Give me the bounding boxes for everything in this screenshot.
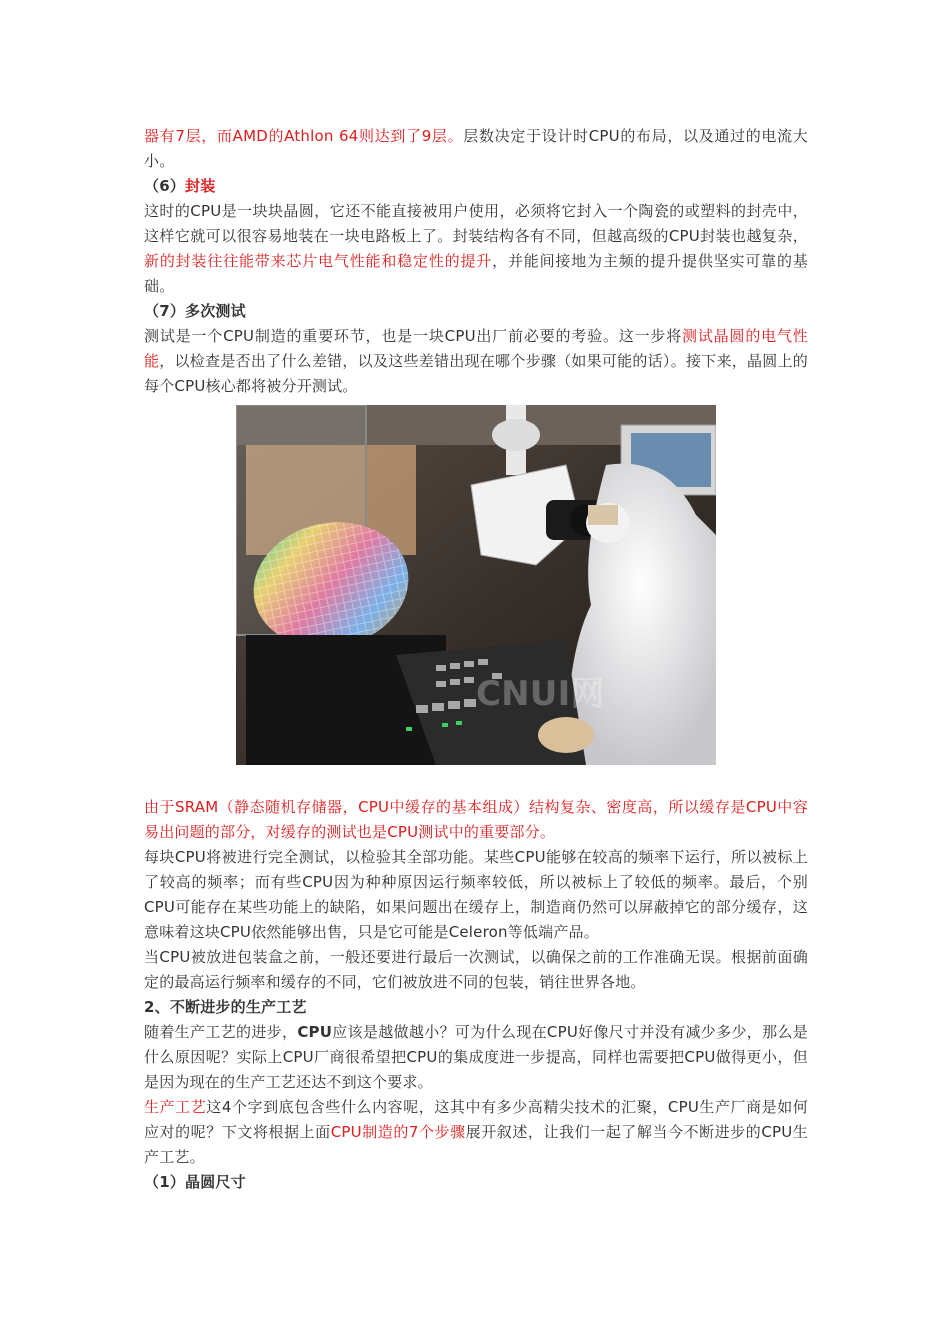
watermark-text: CNUI网	[476, 674, 605, 714]
paragraph-final-test	[144, 945, 808, 995]
paragraph-process-steps	[144, 1095, 808, 1170]
text-run: 层数决定于设计时CPU的布局，以及通过的电流大小。	[144, 127, 808, 170]
figure	[144, 405, 808, 785]
wafer-testing-photo	[236, 405, 716, 765]
text-run: 器有7层，而AMD的Athlon 64则达到了9层。	[144, 127, 464, 145]
text-run: 生产工艺	[144, 1098, 207, 1116]
text-run: CPU	[297, 1023, 333, 1041]
text-run: ，以检查是否出了什么差错，以及这些差错出现在哪个步骤（如果可能的话）。接下来，晶圆上的每个CPU核心都将被分开测试。	[144, 352, 808, 395]
heading-wafer-size	[144, 1170, 808, 1195]
heading-process	[144, 995, 808, 1020]
text-run: （6）	[144, 177, 186, 195]
text-run: 每块CPU将被进行完全测试，以检验其全部功能。某些CPU能够在较高的频率下运行，所以被标上了较高的频率；而有些CPU因为种种原因运行频率较低，所以被标上了较低的频率。最后，个别CPU可能存在某些功能上的缺陷，如果问题出在缓存上，制造商仍然可以屏蔽掉它的部分缓存，这意味着这块CPU依然能够出售，只是它可能是Celeron等低端产品。	[144, 848, 808, 941]
text-run: 这时的CPU是一块块晶圆，它还不能直接被用户使用，必须将它封入一个陶瓷的或塑料的封壳中，这样它就可以很容易地装在一块电路板上了。封装结构各有不同，但越高级的CPU封装也越复杂，	[144, 202, 808, 245]
text-run: 测试晶圆的电气性能	[144, 327, 808, 370]
paragraph-full-test	[144, 845, 808, 945]
text-run: 2、不断进步的生产工艺	[144, 998, 307, 1016]
paragraph-packaging	[144, 199, 808, 299]
text-run: 由于SRAM（静态随机存储器，CPU中缓存的基本组成）结构复杂、密度高，所以缓存是CPU中容易出问题的部分，对缓存的测试也是CPU测试中的重要部分。	[144, 798, 808, 841]
text-run: 展开叙述，让我们一起了解当今不断进步的CPU生产工艺。	[144, 1123, 808, 1166]
paragraph-sram	[144, 795, 808, 845]
text-run: CPU制造的7个步骤	[330, 1123, 466, 1141]
text-run: （7）多次测试	[144, 302, 246, 320]
text-run: 封装	[185, 177, 216, 195]
paragraph-layers	[144, 124, 808, 174]
heading-packaging	[144, 174, 808, 199]
text-run: ，并能间接地为主频的提升提供坚实可靠的基础。	[144, 252, 808, 295]
text-run: 新的封装往往能带来芯片电气性能和稳定性的提升	[144, 252, 493, 270]
text-run: （1）晶圆尺寸	[144, 1173, 246, 1191]
text-run: 这4个字到底包含些什么内容呢，这其中有多少高精尖技术的汇聚，CPU生产厂商是如何应对的呢？下文将根据上面	[144, 1098, 808, 1141]
text-run: 测试是一个CPU制造的重要环节，也是一块CPU出厂前必要的考验。这一步将	[144, 327, 683, 345]
heading-testing	[144, 299, 808, 324]
paragraph-testing	[144, 324, 808, 399]
text-run: 当CPU被放进包装盒之前，一般还要进行最后一次测试，以确保之前的工作准确无误。根据前面确定的最高运行频率和缓存的不同，它们被放进不同的包装，销往世界各地。	[144, 948, 808, 991]
paragraph-process-intro	[144, 1020, 808, 1095]
text-run: 随着生产工艺的进步，	[144, 1023, 298, 1041]
text-run: 应该是越做越小？可为什么现在CPU好像尺寸并没有减少多少，那么是什么原因呢？实际上CPU厂商很希望把CPU的集成度进一步提高，同样也需要把CPU做得更小，但是因为现在的生产工艺还达不到这个要求。	[144, 1023, 808, 1091]
document-page	[144, 124, 808, 1195]
